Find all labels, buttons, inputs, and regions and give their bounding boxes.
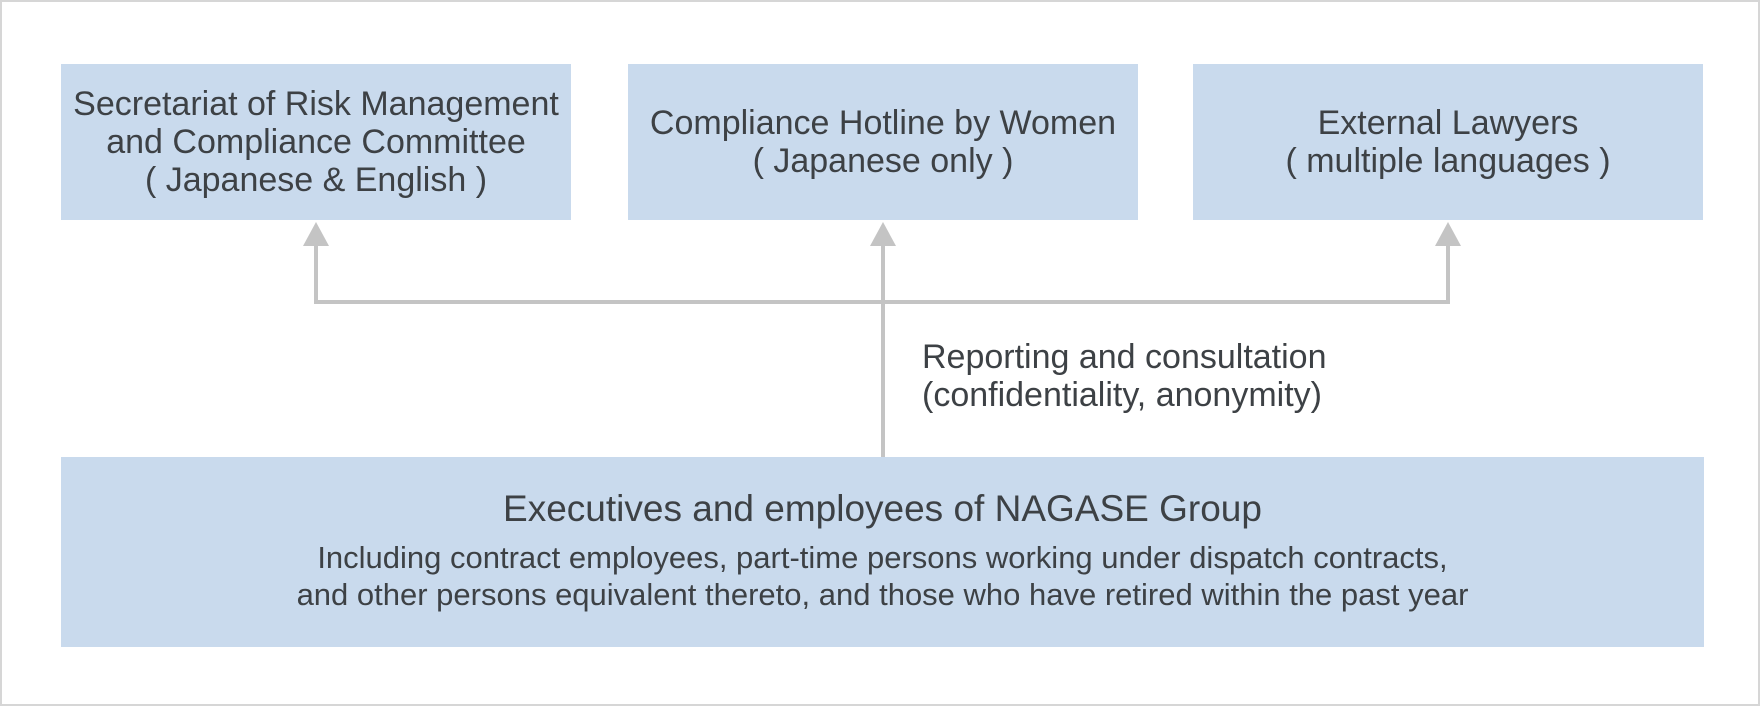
box-compliance-hotline — [628, 64, 1138, 220]
box-secretariat — [61, 64, 571, 220]
arrow-up-icon-left — [303, 222, 329, 246]
box-external-lawyers-line-1: External Lawyers — [1317, 104, 1579, 142]
reporting-consultation-label — [922, 338, 1327, 414]
box-executives-employees-notes — [297, 539, 1469, 613]
box-executives-employees-note-line-2: and other persons equivalent thereto, and those who have retired within the past year — [296, 577, 1469, 612]
box-secretariat-line-2: and Compliance Committee — [106, 123, 526, 161]
box-secretariat-line-3: ( Japanese & English ) — [144, 161, 488, 199]
box-compliance-hotline-line-2: ( Japanese only ) — [752, 142, 1014, 180]
box-secretariat-line-1: Secretariat of Risk Management — [73, 85, 559, 123]
box-external-lawyers-line-2: ( multiple languages ) — [1285, 142, 1611, 180]
box-executives-employees — [61, 457, 1704, 647]
arrow-up-icon-right — [1435, 222, 1461, 246]
connector-vertical-center — [881, 244, 885, 457]
box-compliance-hotline-line-1: Compliance Hotline by Women — [649, 104, 1117, 142]
connector-vertical-left — [314, 244, 318, 304]
reporting-consultation-label-line-1: Reporting and consultation — [922, 338, 1327, 376]
box-external-lawyers — [1193, 64, 1703, 220]
box-executives-employees-note-line-1: Including contract employees, part-time persons working under dispatch contracts, — [317, 540, 1448, 575]
box-executives-employees-title: Executives and employees of NAGASE Group — [503, 488, 1262, 529]
arrow-up-icon-center — [870, 222, 896, 246]
reporting-consultation-label-line-2: (confidentiality, anonymity) — [922, 376, 1322, 414]
connector-vertical-right — [1446, 244, 1450, 304]
